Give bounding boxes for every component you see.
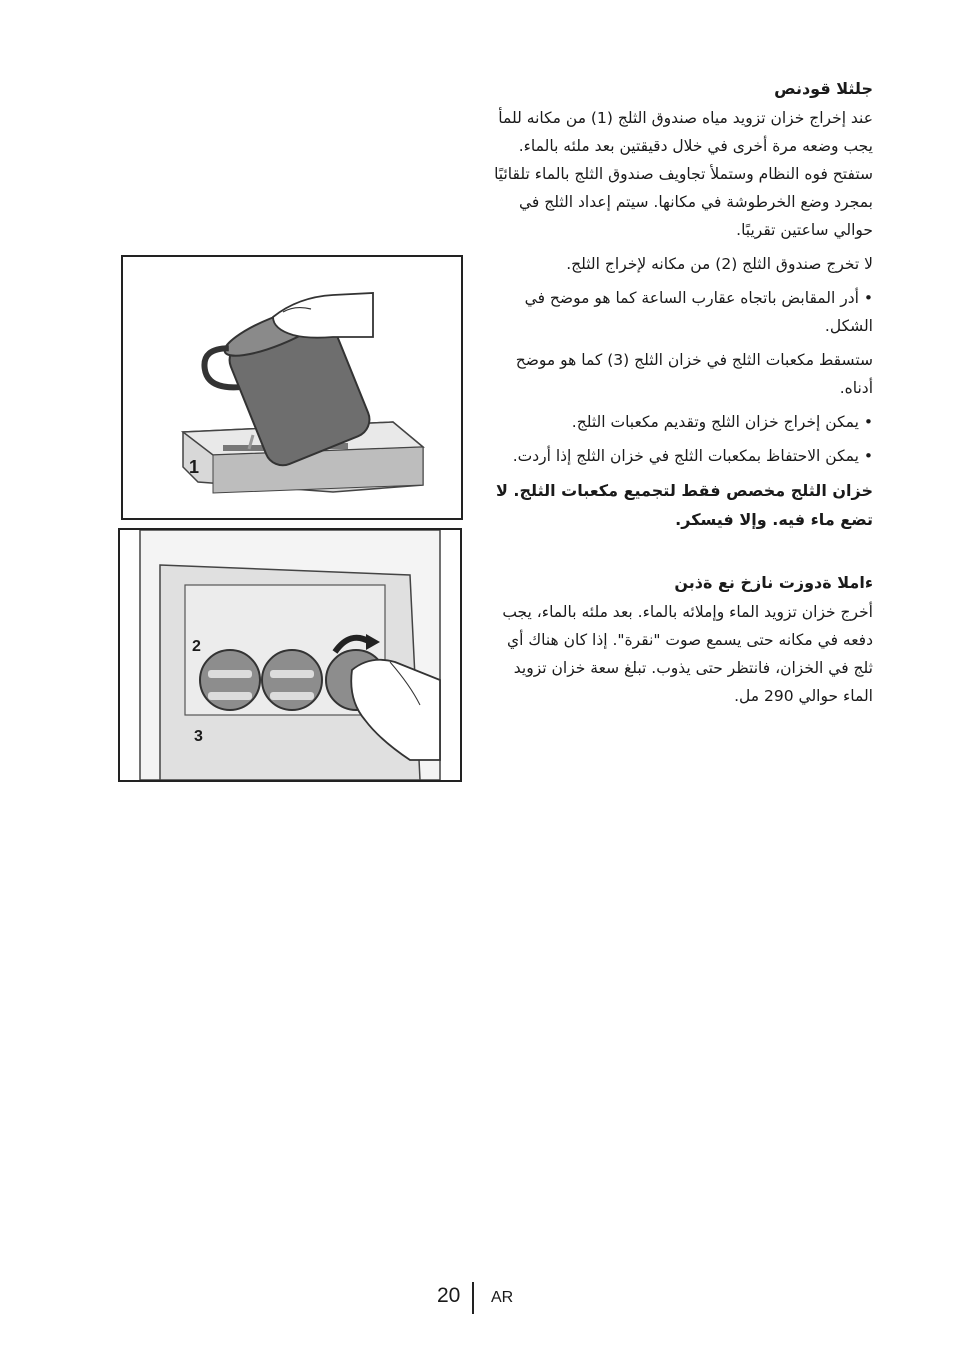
warning-paragraph: لا تخرج صندوق الثلج (2) من مكانه لإخراج الثلج. [566,255,873,273]
footer-divider [472,1282,474,1314]
cubes-fall-paragraph: ستسقط مكعبات الثلج في خزان الثلج (3) كما هو موضح أدناه. [515,351,873,397]
bullet-remove-bin: • يمكن إخراج خزان الثلج وتقديم مكعبات الثلج. [485,408,873,436]
figure-label-3: 3 [194,728,203,745]
pitcher-illustration [123,257,461,518]
figure-label-2: 2 [192,638,201,655]
figure-ice-knobs [118,528,462,782]
figure-label-1: 1 [189,457,200,477]
bullet-keep-cubes: • يمكن الاحتفاظ بمكعبات الثلج في خزان الثلج إذا أردت. [485,442,873,470]
water-tank-paragraph: أخرج خزان تزويد الماء وإملائه بالماء. بعد ملئه بالماء، يجب دفعه في مكانه حتى يسمع صوت "نقرة". إذا كان هناك أي ثلج في الخزان، فانتظر حتى يذوب. تبلغ سعة خزان تزويد الماء حوالي 290 مل. [502,603,873,705]
intro-paragraph: عند إخراج خزان تزويد مياه صندوق الثلج (1) من مكانه للمأ يجب وضعه مرة أخرى في خلال دقيقتين بعد ملئه بالماء. ستفتح فوه النظام وستملأ تجاويف صندوق الثلج بالماء تلقائيًا بمجرد وضع الخرطوشة في مكانها. سيتم إعداد الثلج في حوالي ساعتين تقريبًا. [494,109,873,239]
figure-ice-tray-filling [121,255,463,520]
language-code: AR [491,1289,514,1306]
bold-note: خزان الثلج مخصص فقط لتجميع مكعبات الثلج. لا تضع ماء فيه. وإلا فيسكر. [495,481,873,529]
text-column [485,78,873,710]
page-number: 20 [437,1284,461,1307]
section-heading-ice-box: جلثلا قودنص [774,79,873,98]
bullet-turn-knobs: • أدر المقابض باتجاه عقارب الساعة كما هو موضح في الشكل. [485,284,873,340]
knobs-illustration [120,530,460,780]
section-heading-water-tank: ءاملا ةدوزت نازخ نع ةذبن [674,573,873,592]
